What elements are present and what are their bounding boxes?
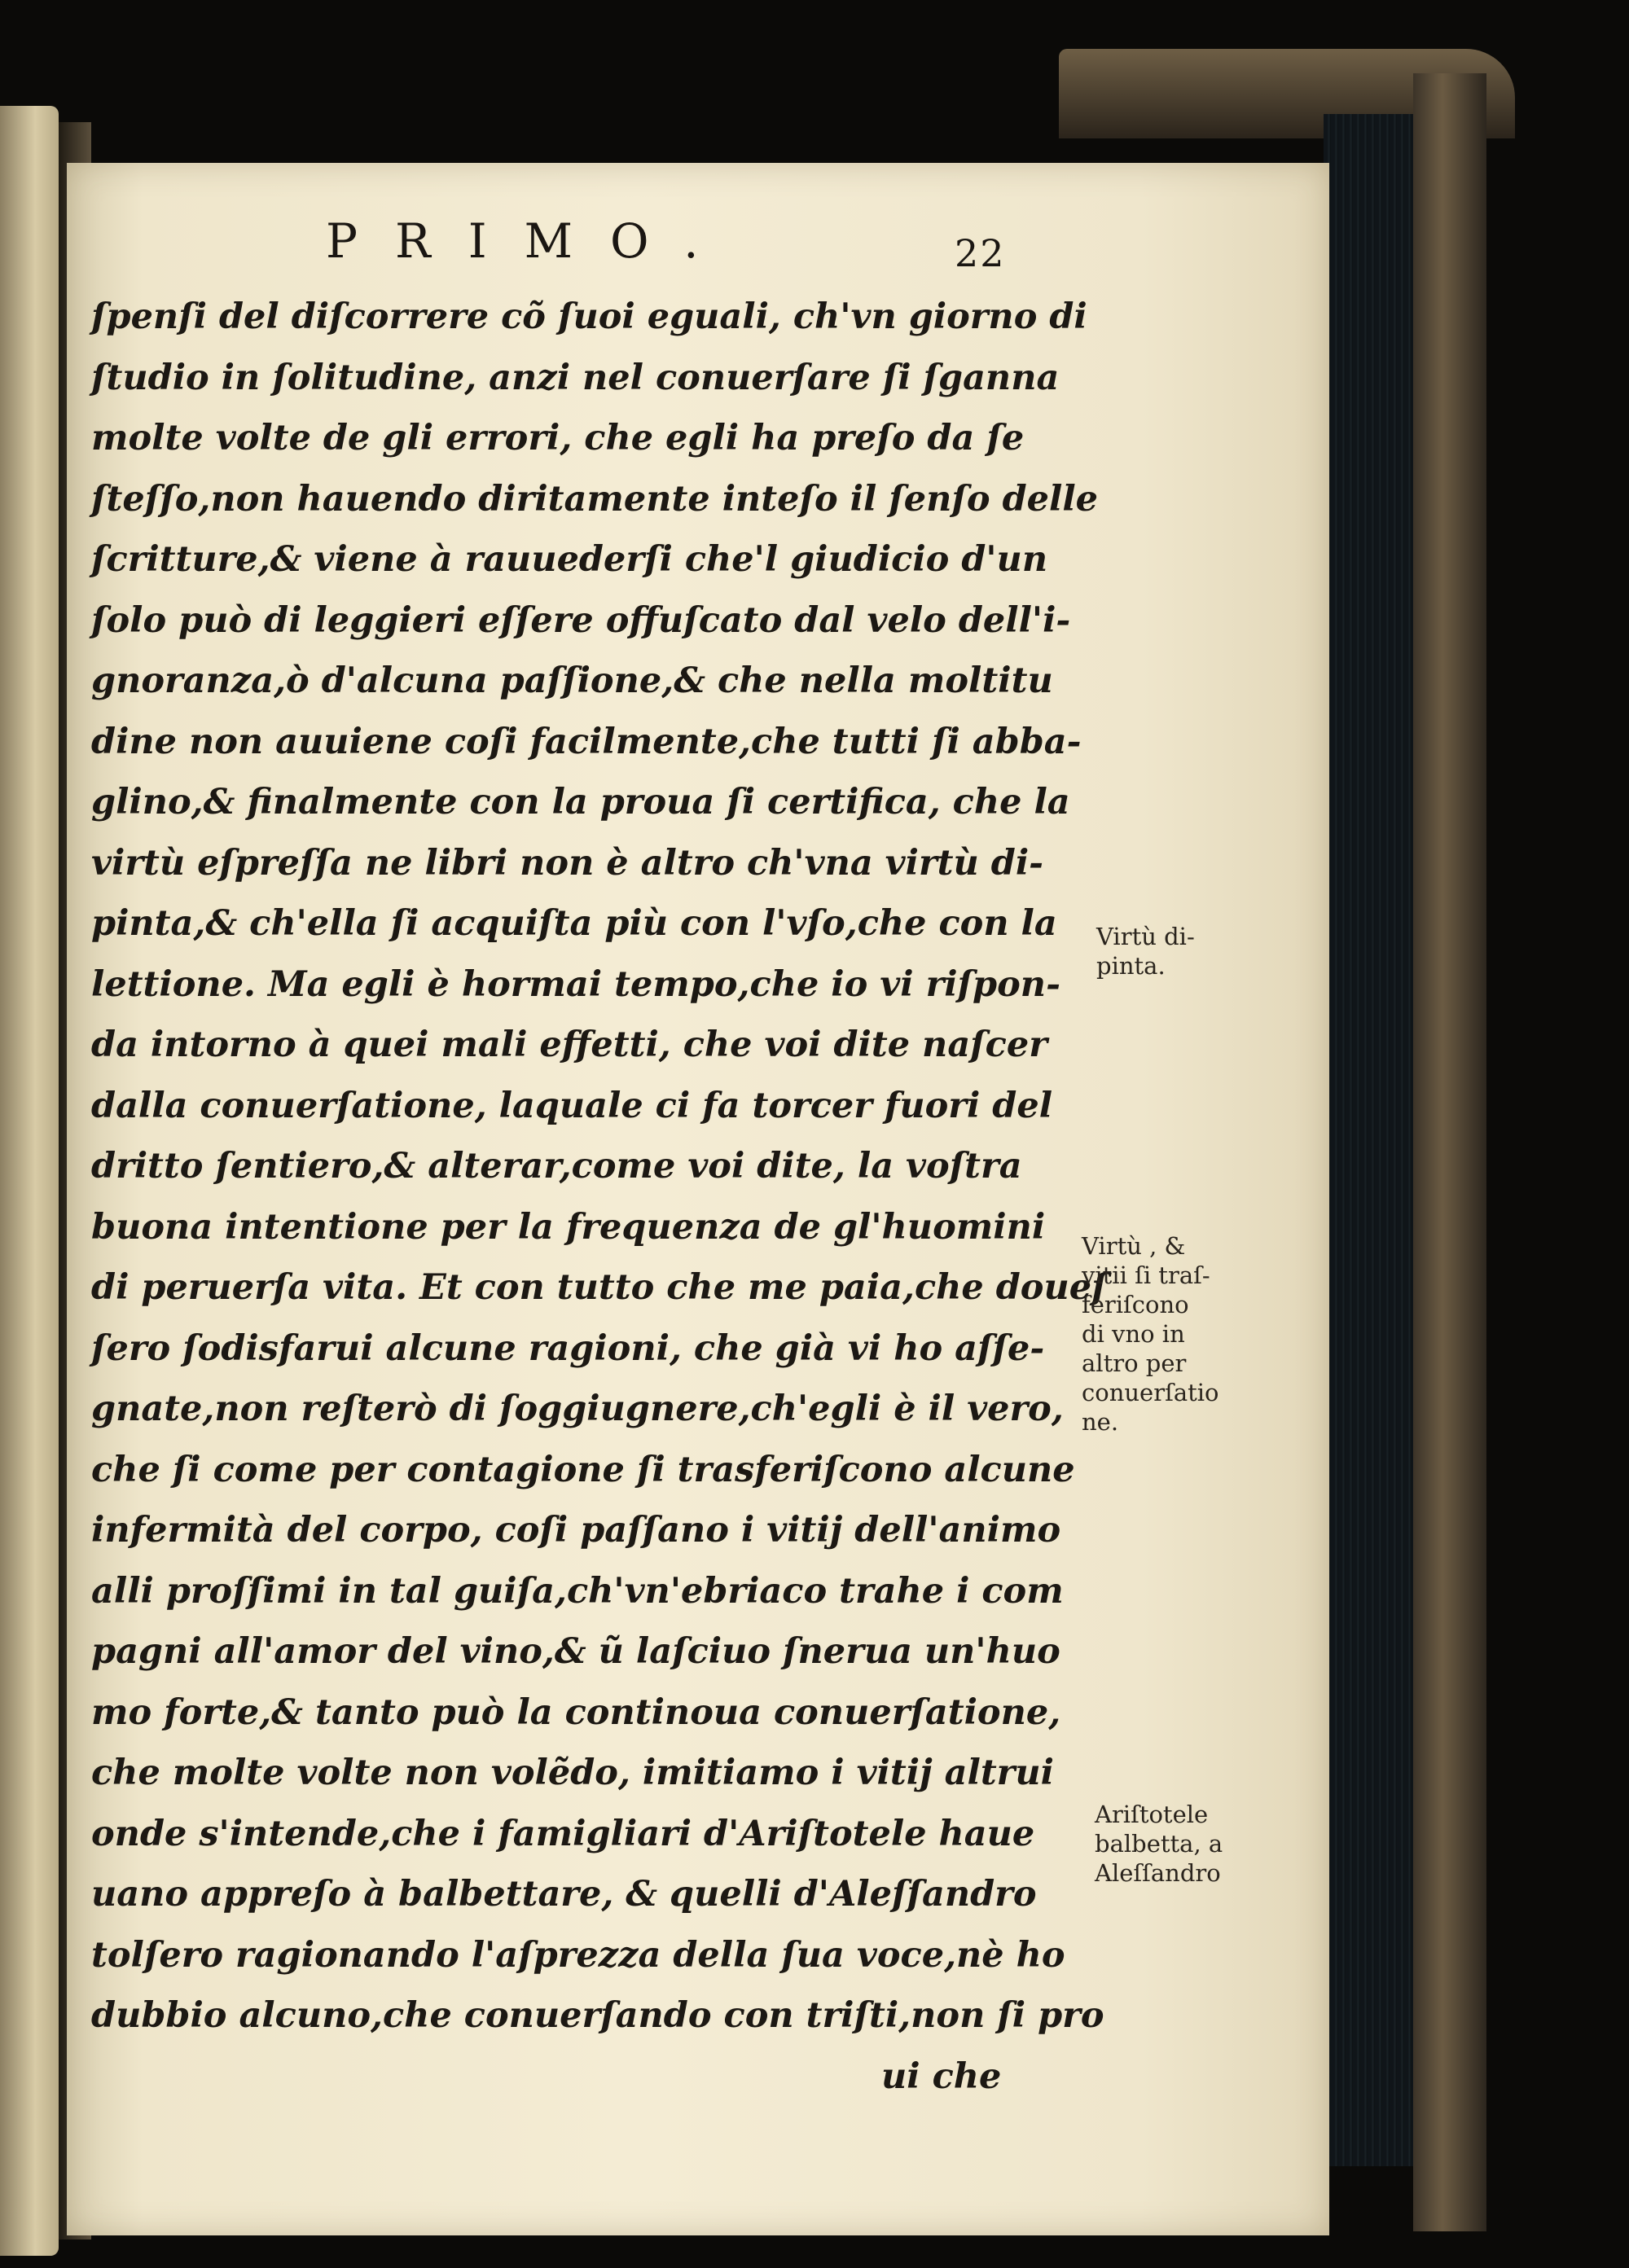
running-head-letter: R (395, 213, 468, 269)
text-line: onde s'intende,che i famigliari d'Ariſtotele haue (91, 1813, 1035, 1854)
text-line: ſero ſodisfarui alcune ragioni, che già vi ho aſſe- (91, 1327, 1045, 1369)
text-line: gnoranza,ò d'alcuna paſſione,& che nella moltitu (91, 660, 1053, 701)
page-edges (1324, 114, 1413, 2166)
margin-note-line: ne. (1082, 1408, 1119, 1436)
text-line: lettione. Ma egli è hormai tempo,che io vi riſpon- (91, 963, 1060, 1005)
text-line: da intorno à quei mali effetti, che voi dite naſcer (91, 1024, 1047, 1065)
text-line: dine non auuiene coſi facilmente,che tutti ſi abba- (91, 721, 1082, 762)
margin-note-line: vitii ſi traſ- (1082, 1261, 1210, 1289)
margin-note-line: feriſcono (1082, 1291, 1189, 1318)
running-head-letter: M (524, 213, 611, 269)
book-cover-edge (1413, 73, 1486, 2231)
text-line: ui che (881, 2055, 1002, 2097)
running-head-letter: I (468, 213, 525, 269)
running-head-letter: O. (610, 213, 736, 269)
text-line: che molte volte non volẽdo, imitiamo i vitij altrui (91, 1753, 1054, 1793)
text-line: ſteſſo,non hauendo diritamente inteſo il ſenſo delle (91, 478, 1099, 520)
margin-note-line: altro per (1082, 1349, 1187, 1377)
page-number: 22 (955, 231, 1006, 275)
text-line: che ſi come per contagione ſi trasferiſcono alcune (91, 1449, 1075, 1490)
text-line: buona intentione per la frequenza de gl'huomini (91, 1206, 1046, 1248)
body-text (91, 287, 1107, 2107)
text-line: uano appreſo à balbettare, & quelli d'Aleſſandro (91, 1874, 1037, 1915)
text-line: alli proſſimi in tal guiſa,ch'vn'ebriaco trahe i com (91, 1570, 1064, 1612)
text-line: gnate,non reſterò di ſoggiugnere,ch'egli è il vero, (91, 1388, 1064, 1429)
text-line: ſpenſi del diſcorrere cõ ſuoi eguali, ch'vn giorno di (91, 296, 1087, 337)
text-line: ſcritture,& viene à rauuederſi che'l giudicio d'un (91, 539, 1048, 580)
margin-note (1082, 1231, 1219, 1437)
text-line: infermità del corpo, coſi paſſano i vitij dell'animo (91, 1510, 1061, 1551)
margin-note-line: Virtù , & (1082, 1232, 1186, 1260)
text-line: dubbio alcuno,che conuerſando con triſti,non ſi pro (91, 1995, 1104, 2036)
text-line: virtù eſpreſſa ne libri non è altro ch'vna virtù di- (91, 842, 1043, 884)
text-line: mo forte,& tanto può la continoua conuerſatione, (91, 1691, 1061, 1733)
text-line: di peruerſa vita. Et con tutto che me paia,che doueſ (91, 1267, 1107, 1308)
margin-note-line: Ariſtotele (1095, 1801, 1209, 1828)
margin-note-line: pinta. (1096, 952, 1166, 980)
text-line: tolſero ragionando l'aſprezza della ſua voce,nè ho (91, 1934, 1065, 1976)
text-line: dritto ſentiero,& alterar,come voi dite, la voſtra (91, 1146, 1022, 1187)
margin-note (1096, 922, 1195, 980)
text-line: molte volte de gli errori, che egli ha preſo da ſe (91, 418, 1025, 458)
previous-page-edge (0, 106, 59, 2256)
text-line: pinta,& ch'ella ſi acquiſta più con l'vſo,che con la (91, 903, 1057, 944)
margin-note-line: balbetta, a (1095, 1830, 1223, 1858)
text-line: glino,& finalmente con la proua ſi certifica, che la (91, 782, 1070, 823)
margin-note-line: Aleſſandro (1095, 1859, 1221, 1887)
running-head-letter: P (326, 213, 396, 269)
margin-note (1095, 1800, 1223, 1888)
margin-note-line: di vno in (1082, 1320, 1185, 1348)
margin-note-line: Virtù di- (1096, 923, 1195, 950)
running-head (326, 213, 1043, 279)
text-line: dalla conuerſatione, laquale ci fa torcer fuori del (91, 1085, 1053, 1126)
text-line: pagni all'amor del vino,& ũ laſciuo ſnerua un'huo (91, 1631, 1060, 1672)
margin-note-line: conuerſatio (1082, 1379, 1219, 1406)
text-line: ſolo può di leggieri eſſere offuſcato dal velo dell'i- (91, 599, 1071, 641)
text-line: ſtudio in ſolitudine, anzi nel conuerſare ſi ſganna (91, 357, 1060, 398)
